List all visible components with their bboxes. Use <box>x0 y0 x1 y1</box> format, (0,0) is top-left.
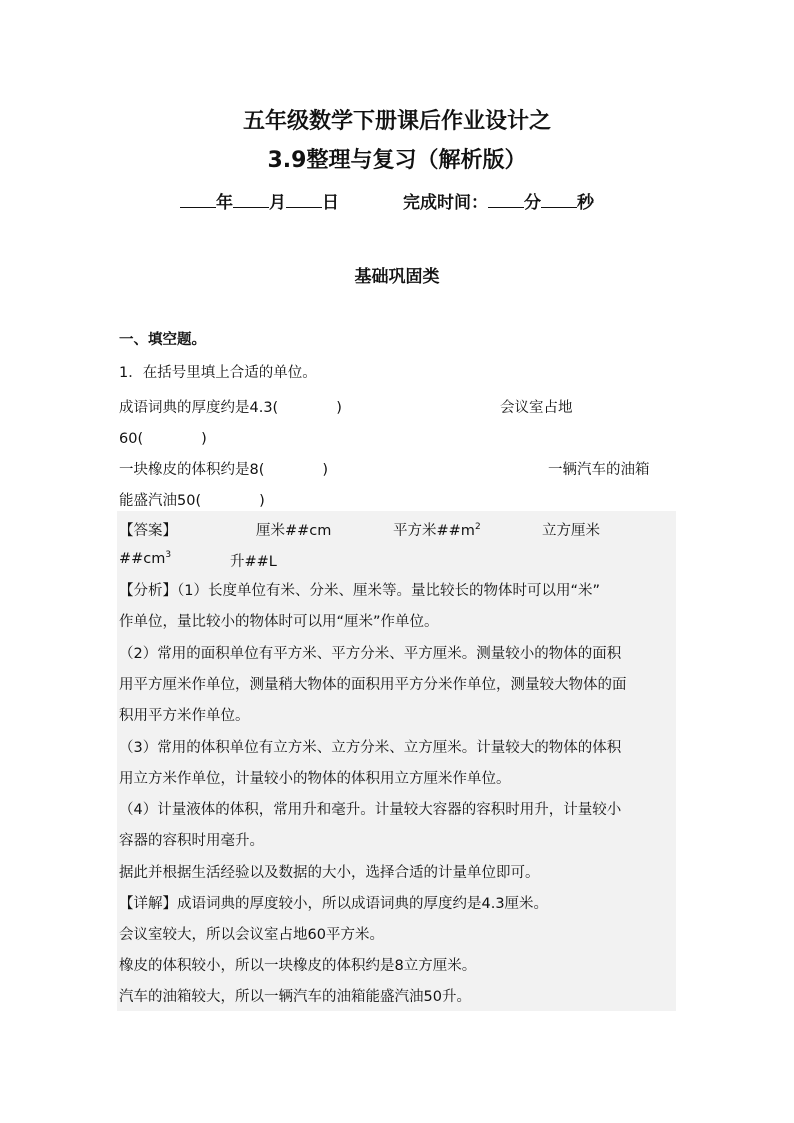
minute-label: 分 <box>524 193 541 213</box>
item-c: 一块橡皮的体积约是8( ) <box>119 462 329 478</box>
analysis-line-7: 用立方米作单位，计量较小的物体的体积用立方厘米作单位。 <box>119 771 511 787</box>
year-blank[interactable] <box>180 193 216 208</box>
analysis-line-10: 据此并根据生活经验以及数据的大小，选择合适的计量单位即可。 <box>119 865 540 881</box>
minute-blank[interactable] <box>488 193 524 208</box>
time-label: 完成时间： <box>403 193 488 213</box>
analysis-line-9: 容器的容积时用毫升。 <box>119 833 264 849</box>
question-1: 1．在括号里填上合适的单位。 <box>119 365 317 381</box>
item-b-part2: 60( ) <box>119 431 207 447</box>
answer-label: 【答案】 <box>119 523 177 539</box>
detail-line-2: 会议室较大，所以会议室占地60平方米。 <box>119 927 384 943</box>
analysis-line-2: 作单位，量比较小的物体时可以用“厘米”作单位。 <box>119 614 439 630</box>
month-blank[interactable] <box>233 193 269 208</box>
part-heading: 一、填空题。 <box>119 332 206 348</box>
detail-line-4: 汽车的油箱较大，所以一辆汽车的油箱能盛汽油50升。 <box>119 989 471 1005</box>
analysis-line-1: 【分析】（1）长度单位有米、分米、厘米等。量比较长的物体时可以用“米” <box>119 583 600 599</box>
doc-title-line2: 3.9整理与复习（解析版） <box>267 148 527 173</box>
day-blank[interactable] <box>286 193 322 208</box>
date-time-line <box>180 188 594 213</box>
day-label: 日 <box>322 193 339 213</box>
item-d-part1: 一辆汽车的油箱 <box>548 462 650 478</box>
analysis-line-6: （3）常用的体积单位有立方米、立方分米、立方厘米。计量较大的物体的体积 <box>119 740 622 756</box>
detail-line-3: 橡皮的体积较小，所以一块橡皮的体积约是8立方厘米。 <box>119 958 477 974</box>
item-d-part2: 能盛汽油50( ) <box>119 493 265 509</box>
answer-c-part1: 立方厘米 <box>542 523 600 539</box>
month-label: 月 <box>269 193 286 213</box>
item-b-part1: 会议室占地 <box>500 400 573 416</box>
answer-b: 平方米$\#\#m^2$ <box>393 522 481 539</box>
doc-title-line1: 五年级数学下册课后作业设计之 <box>242 109 551 134</box>
item-a: 成语词典的厚度约是4.3( ) <box>119 400 342 416</box>
analysis-line-8: （4）计量液体的体积，常用升和毫升。计量较大容器的容积时用升，计量较小 <box>119 802 622 818</box>
section-title: 基础巩固类 <box>354 267 440 287</box>
second-blank[interactable] <box>541 193 577 208</box>
detail-line-1: 【详解】成语词典的厚度较小，所以成语词典的厚度约是4.3厘米。 <box>119 896 549 912</box>
answer-a: 厘米##cm <box>256 523 332 539</box>
second-label: 秒 <box>577 193 594 213</box>
analysis-line-3: （2）常用的面积单位有平方米、平方分米、平方厘米。测量较小的物体的面积 <box>119 646 622 662</box>
analysis-line-5: 积用平方米作单位。 <box>119 708 250 724</box>
answer-d: 升##L <box>230 554 277 570</box>
year-label: 年 <box>216 193 233 213</box>
answer-c-part2: $\#\#cm^3$ <box>119 550 172 567</box>
analysis-line-4: 用平方厘米作单位，测量稍大物体的面积用平方分米作单位，测量较大物体的面 <box>119 677 627 693</box>
